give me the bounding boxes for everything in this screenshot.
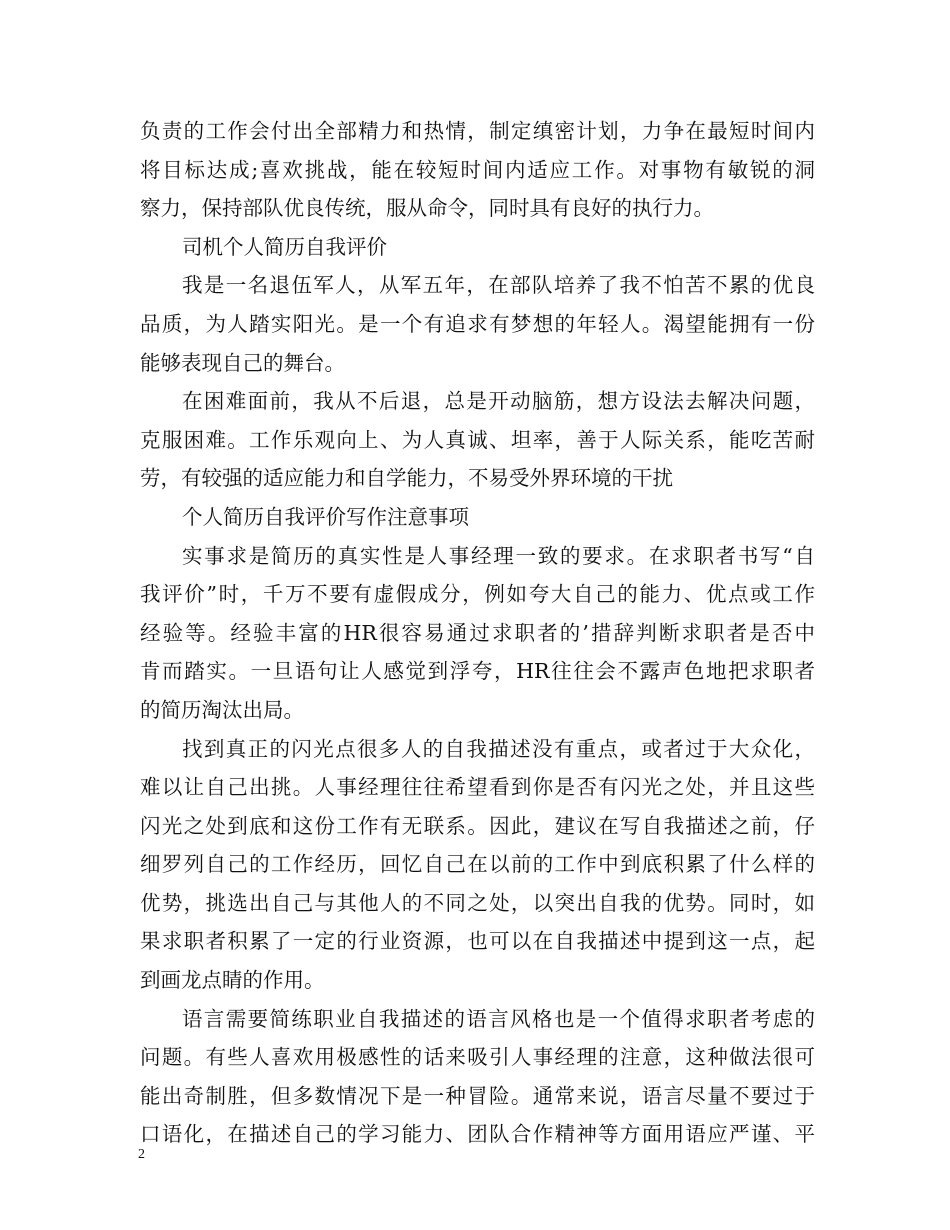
body-line: 我评价”时，千万不要有虚假成分，例如夸大自己的能力、优点或工作 <box>140 582 815 607</box>
body-line: 能够表现自己的舞台。 <box>140 350 345 375</box>
body-line: 果求职者积累了一定的行业资源，也可以在自我描述中提到这一点，起 <box>140 929 815 954</box>
body-line: 优势，挑选出自己与其他人的不同之处，以突出自我的优势。同时，如 <box>140 890 815 915</box>
body-line: 找到真正的闪光点很多人的自我描述没有重点，或者过于大众化， <box>182 736 815 761</box>
body-line: 克服困难。工作乐观向上、为人真诚、坦率，善于人际关系，能吃苦耐 <box>140 427 815 452</box>
document-body <box>140 112 815 1154</box>
section-heading: 个人简历自我评价写作注意事项 <box>182 504 469 529</box>
body-line: 在困难面前，我从不后退，总是开动脑筋，想方设法去解决问题， <box>182 389 815 414</box>
page-number: 2 <box>138 1147 145 1162</box>
body-line: 问题。有些人喜欢用极感性的话来吸引人事经理的注意，这种做法很可 <box>140 1045 815 1070</box>
body-line: 语言需要简练职业自我描述的语言风格也是一个值得求职者考虑的 <box>182 1006 815 1031</box>
body-line: 到画龙点睛的作用。 <box>140 968 325 993</box>
body-line: 闪光之处到底和这份工作有无联系。因此，建议在写自我描述之前，仔 <box>140 813 815 838</box>
body-line: 难以让自己出挑。人事经理往往希望看到你是否有闪光之处，并且这些 <box>140 775 815 800</box>
body-line: 经验等。经验丰富的HR很容易通过求职者的’措辞判断求职者是否中 <box>140 620 815 645</box>
body-line: 负责的工作会付出全部精力和热情，制定缜密计划，力争在最短时间内 <box>140 119 815 143</box>
body-line: 的简历淘汰出局。 <box>140 697 304 722</box>
body-line: 将目标达成;喜欢挑战，能在较短时间内适应工作。对事物有敏锐的洞 <box>140 157 815 182</box>
body-line: 察力，保持部队优良传统，服从命令，同时具有良好的执行力。 <box>140 196 714 221</box>
body-line: 劳，有较强的适应能力和自学能力，不易受外界环境的干扰 <box>140 466 673 491</box>
body-line: 能出奇制胜，但多数情况下是一种冒险。通常来说，语言尽量不要过于 <box>140 1083 815 1108</box>
section-heading: 司机个人简历自我评价 <box>182 234 387 259</box>
body-line: 口语化，在描述自己的学习能力、团队合作精神等方面用语应严谨、平 <box>140 1122 815 1147</box>
body-line: 细罗列自己的工作经历，回忆自己在以前的工作中到底积累了什么样的 <box>140 852 815 877</box>
body-line: 实事求是简历的真实性是人事经理一致的要求。在求职者书写“自 <box>182 543 815 568</box>
body-line: 品质，为人踏实阳光。是一个有追求有梦想的年轻人。渴望能拥有一份 <box>140 311 815 336</box>
body-line: 肯而踏实。一旦语句让人感觉到浮夸，HR往往会不露声色地把求职者 <box>140 659 815 684</box>
body-line: 我是一名退伍军人，从军五年，在部队培养了我不怕苦不累的优良 <box>182 273 815 298</box>
